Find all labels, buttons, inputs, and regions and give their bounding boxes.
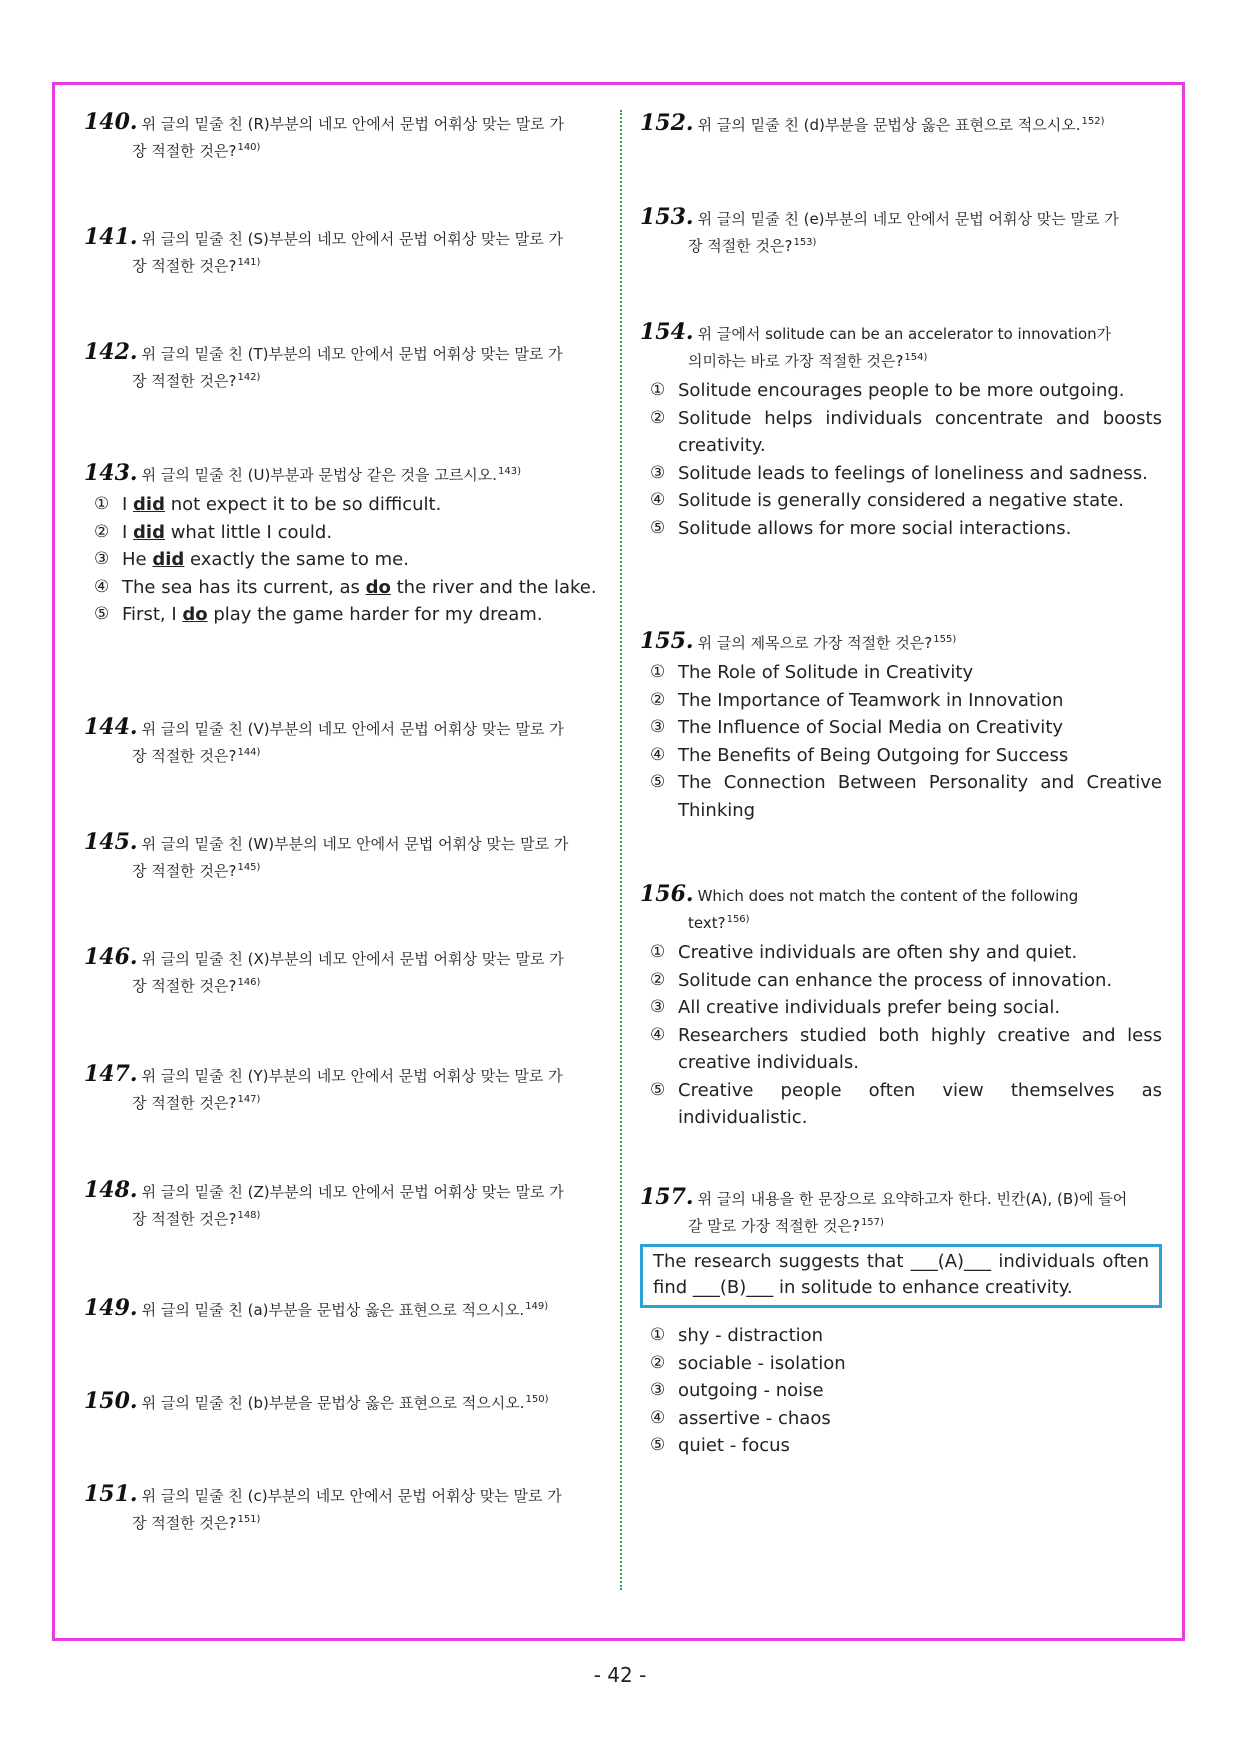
question-141: 141. 위 글의 밑줄 친 (S)부분의 네모 안에서 문법 어휘상 맞는 말로 가 장 적절한 것은?$^{141)}$ bbox=[84, 224, 564, 275]
option-2[interactable]: ② Solitude can enhance the process of innovation. bbox=[650, 969, 1113, 991]
option-4[interactable]: ④ assertive - chaos bbox=[650, 1407, 831, 1429]
question-151: 151. 위 글의 밑줄 친 (c)부분의 네모 안에서 문법 어휘상 맞는 말로 가 장 적절한 것은?$^{151)}$ bbox=[84, 1481, 562, 1532]
option-3[interactable]: ③ Solitude leads to feelings of loneliness and sadness. bbox=[650, 462, 1148, 484]
option-4[interactable]: ④ Researchers studied both highly creative and less creative individuals. bbox=[650, 1024, 1162, 1073]
question-157: 157. 위 글의 내용을 한 문장으로 요약하고자 한다. 빈칸(A), (B)에 들어 갈 말로 가장 적절한 것은?$^{157)}$ The research suggests that ___(A)___ individuals often find ___(B)___ in solitude to enhance creativity. ① shy - distraction ② sociable - isolation ③ outgoing - noise ④ assertive - chaos ⑤ quiet - focus bbox=[640, 1185, 1162, 1460]
option-4[interactable]: ④ The Benefits of Being Outgoing for Success bbox=[650, 744, 1069, 766]
option-4[interactable]: ④ The sea has its current, as do the river and the lake. bbox=[94, 576, 597, 598]
option-5[interactable]: ⑤ The Connection Between Personality and Creative Thinking bbox=[650, 772, 1162, 821]
option-1[interactable]: ① shy - distraction bbox=[650, 1325, 824, 1346]
question-145: 145. 위 글의 밑줄 친 (W)부분의 네모 안에서 문법 어휘상 맞는 말로 가 장 적절한 것은?$^{145)}$ bbox=[84, 829, 569, 880]
option-2[interactable]: ② I did what little I could. bbox=[94, 521, 333, 543]
option-5[interactable]: ⑤ Creative people often view themselves as individualistic. bbox=[650, 1079, 1162, 1128]
question-153: 153. 위 글의 밑줄 친 (e)부분의 네모 안에서 문법 어휘상 맞는 말로 가 장 적절한 것은?$^{153)}$ bbox=[640, 204, 1119, 255]
option-1[interactable]: ① The Role of Solitude in Creativity bbox=[650, 662, 974, 683]
option-3[interactable]: ③ The Influence of Social Media on Creativity bbox=[650, 717, 1064, 738]
question-148: 148. 위 글의 밑줄 친 (Z)부분의 네모 안에서 문법 어휘상 맞는 말로 가 장 적절한 것은?$^{148)}$ bbox=[84, 1177, 564, 1228]
question-147: 147. 위 글의 밑줄 친 (Y)부분의 네모 안에서 문법 어휘상 맞는 말로 가 장 적절한 것은?$^{147)}$ bbox=[84, 1061, 563, 1112]
question-143: 143. 위 글의 밑줄 친 (U)부분과 문법상 같은 것을 고르시오.$^{143)}$ ① I did not expect it to be so difficult. ② I did what little I could. ③ He did exactly the same to me. ④ The sea has its current, as do the river and the lake. ⑤ First, I do play the game harder for my dream. bbox=[84, 460, 604, 629]
option-3[interactable]: ③ He did exactly the same to me. bbox=[94, 549, 409, 570]
option-1[interactable]: ① I did not expect it to be so difficult. bbox=[94, 494, 442, 515]
option-2[interactable]: ② The Importance of Teamwork in Innovation bbox=[650, 689, 1064, 711]
option-1[interactable]: ① Solitude encourages people to be more outgoing. bbox=[650, 380, 1125, 401]
option-5[interactable]: ⑤ First, I do play the game harder for my dream. bbox=[94, 604, 543, 625]
page-number: - 42 - bbox=[593, 1663, 647, 1687]
option-3[interactable]: ③ All creative individuals prefer being social. bbox=[650, 997, 1061, 1018]
option-2[interactable]: ② Solitude helps individuals concentrate and boosts creativity. bbox=[650, 407, 1162, 456]
option-3[interactable]: ③ outgoing - noise bbox=[650, 1380, 824, 1401]
option-5[interactable]: ⑤ Solitude allows for more social interactions. bbox=[650, 517, 1072, 539]
question-152: 152. 위 글의 밑줄 친 (d)부분을 문법상 옳은 표현으로 적으시오.$^{152)}$ bbox=[640, 110, 1105, 136]
column-divider bbox=[620, 110, 622, 1590]
question-144: 144. 위 글의 밑줄 친 (V)부분의 네모 안에서 문법 어휘상 맞는 말로 가 장 적절한 것은?$^{144)}$ bbox=[84, 714, 564, 765]
question-156: 156. Which does not match the content of the following text?$^{156)}$ ① Creative individuals are often shy and quiet. ② Solitude can enhance the process of innovation. ③ All creative individuals prefer being social. ④ Researchers studied both highly creative and less creative individuals. ⑤ Creative people often view themselves as individualistic. bbox=[640, 882, 1162, 1132]
question-149: 149. 위 글의 밑줄 친 (a)부분을 문법상 옳은 표현으로 적으시오.$^{149)}$ bbox=[84, 1295, 549, 1321]
option-2[interactable]: ② sociable - isolation bbox=[650, 1352, 846, 1374]
question-146: 146. 위 글의 밑줄 친 (X)부분의 네모 안에서 문법 어휘상 맞는 말로 가 장 적절한 것은?$^{146)}$ bbox=[84, 944, 564, 995]
question-150: 150. 위 글의 밑줄 친 (b)부분을 문법상 옳은 표현으로 적으시오.$^{150)}$ bbox=[84, 1388, 549, 1414]
option-5[interactable]: ⑤ quiet - focus bbox=[650, 1435, 790, 1456]
question-155: 155. 위 글의 제목으로 가장 적절한 것은?$^{155)}$ ① The Role of Solitude in Creativity ② The Importance of Teamwork in Innovation ③ The Influence of Social Media on Creativity ④ The Benefits of Being Outgoing for Success ⑤ The Connection Between Personality and Creative Thinking bbox=[640, 628, 1162, 824]
option-1[interactable]: ① Creative individuals are often shy and quiet. bbox=[650, 942, 1078, 963]
question-142: 142. 위 글의 밑줄 친 (T)부분의 네모 안에서 문법 어휘상 맞는 말로 가 장 적절한 것은?$^{142)}$ bbox=[84, 339, 563, 390]
question-140: 140. 위 글의 밑줄 친 (R)부분의 네모 안에서 문법 어휘상 맞는 말로 가 장 적절한 것은?$^{140)}$ bbox=[84, 109, 564, 160]
summary-box: The research suggests that ___(A)___ individuals often find ___(B)___ in solitude to enhance creativity. bbox=[640, 1244, 1162, 1308]
question-154: 154. 위 글에서 solitude can be an accelerator to innovation가 의미하는 바로 가장 적절한 것은?$^{154)}$ ① Solitude encourages people to be more outgoing. ② Solitude helps individuals concentrate and boosts creativity. ③ Solitude leads to feelings of loneliness and sadness. ④ Solitude is generally considered a negative state. ⑤ Solitude allows for more social interactions. bbox=[640, 320, 1162, 542]
option-4[interactable]: ④ Solitude is generally considered a negative state. bbox=[650, 490, 1124, 511]
